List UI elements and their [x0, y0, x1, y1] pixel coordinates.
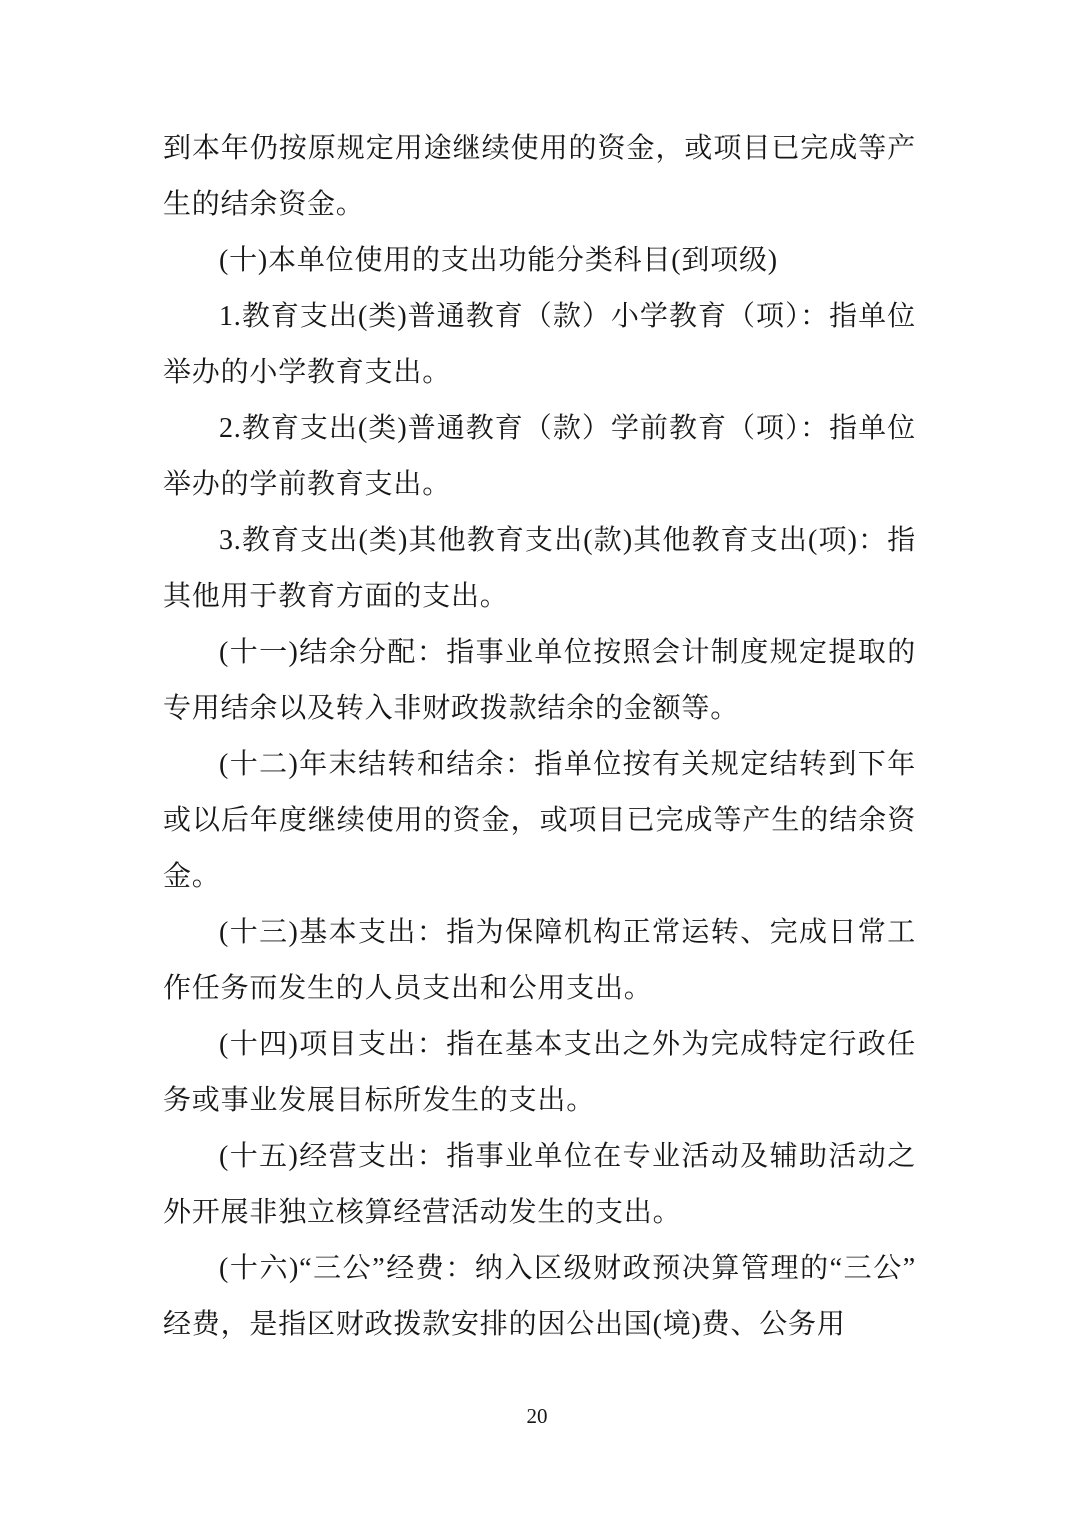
- paragraph-section-11: (十一)结余分配：指事业单位按照会计制度规定提取的专用结余以及转入非财政拨款结余的金额等。: [163, 637, 916, 724]
- paragraph-section-15: (十五)经营支出：指事业单位在专业活动及辅助活动之外开展非独立核算经营活动发生的支出。: [163, 1141, 916, 1228]
- paragraph-continuation: 到本年仍按原规定用途继续使用的资金，或项目已完成等产生的结余资金。: [163, 133, 916, 220]
- paragraph-section-16: (十六)“三公”经费：纳入区级财政预决算管理的“三公”经费，是指区财政拨款安排的因公出国(境)费、公务用: [163, 1253, 916, 1340]
- paragraph-section-13: (十三)基本支出：指为保障机构正常运转、完成日常工作任务而发生的人员支出和公用支出。: [163, 917, 916, 1004]
- paragraph-item-1: 1.教育支出(类)普通教育（款）小学教育（项）：指单位举办的小学教育支出。: [163, 301, 916, 388]
- document-body: [163, 121, 916, 1353]
- paragraph-section-10: (十)本单位使用的支出功能分类科目(到项级): [219, 245, 778, 276]
- paragraph-item-3: 3.教育支出(类)其他教育支出(款)其他教育支出(项)：指其他用于教育方面的支出。: [163, 525, 916, 612]
- page-number: 20: [526, 1404, 548, 1428]
- paragraph-section-12: (十二)年末结转和结余：指单位按有关规定结转到下年或以后年度继续使用的资金，或项目已完成等产生的结余资金。: [163, 749, 916, 892]
- paragraph-item-2: 2.教育支出(类)普通教育（款）学前教育（项）：指单位举办的学前教育支出。: [163, 413, 916, 500]
- paragraph-section-14: (十四)项目支出：指在基本支出之外为完成特定行政任务或事业发展目标所发生的支出。: [163, 1029, 916, 1116]
